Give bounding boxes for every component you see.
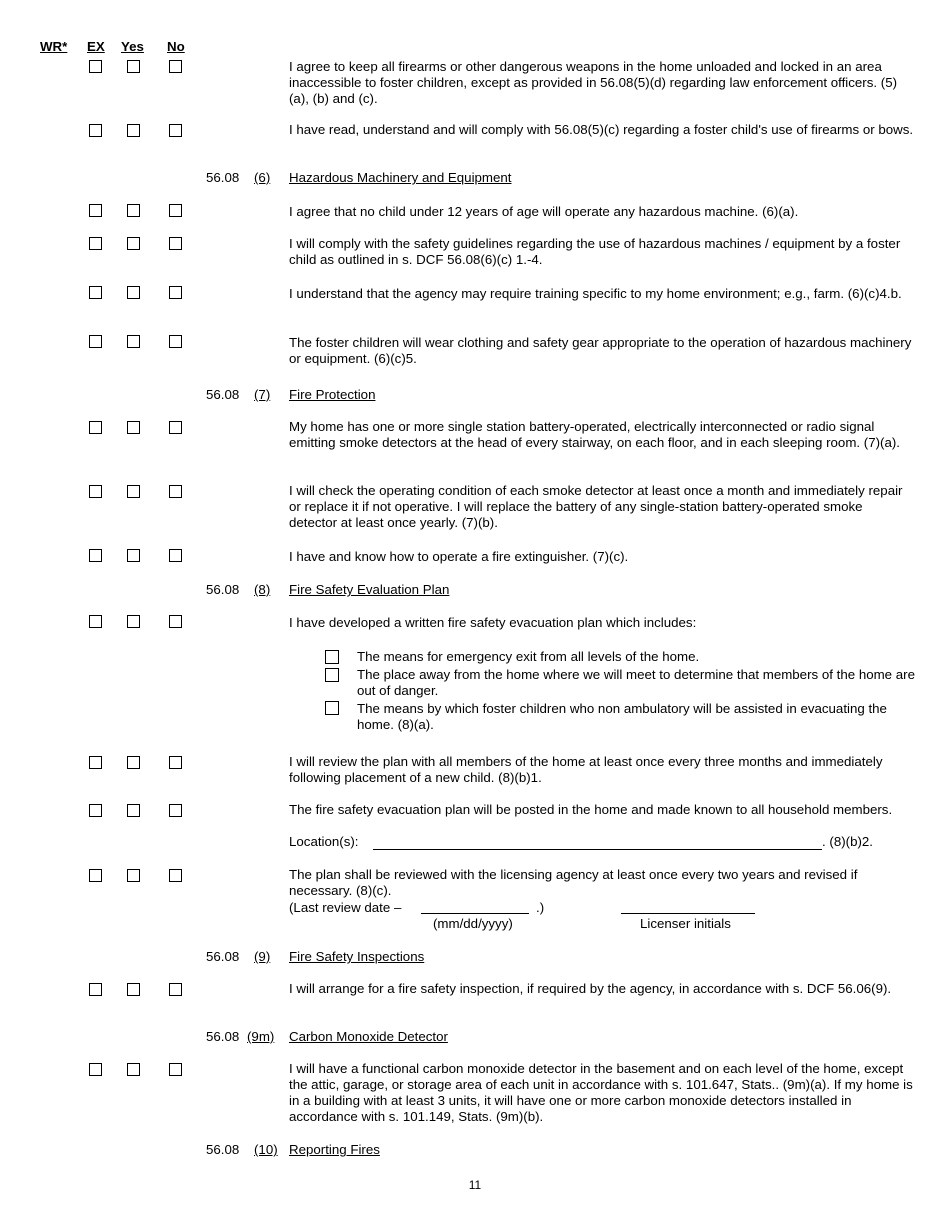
no-checkbox[interactable] [169, 286, 182, 299]
location-input-line[interactable] [373, 849, 822, 850]
no-checkbox[interactable] [169, 60, 182, 73]
section-title: Fire Safety Evaluation Plan [289, 582, 450, 597]
item-text: I agree that no child under 12 years of age will operate any hazardous machine. (6)(a). [289, 204, 799, 219]
item-text: The plan shall be reviewed with the licensing agency at least once every two years and revised if necessary. (8)(c). [289, 867, 858, 898]
no-checkbox[interactable] [169, 869, 182, 882]
plan-item-text: The means by which foster children who non ambulatory will be assisted in evacuating the home. (8)(a). [357, 701, 887, 732]
ex-checkbox[interactable] [89, 286, 102, 299]
item-text: The fire safety evacuation plan will be posted in the home and made known to all household members. [289, 802, 893, 817]
section-title: Fire Protection [289, 387, 376, 402]
yes-checkbox[interactable] [127, 804, 140, 817]
plan-item-text: The place away from the home where we will meet to determine that members of the home are out of danger. [357, 667, 915, 698]
yes-checkbox[interactable] [127, 983, 140, 996]
item-text: I will comply with the safety guidelines regarding the use of hazardous machines / equipment by a foster child as outlined in s. DCF 56.08(6)(c) 1.-4. [289, 236, 901, 267]
section-title: Reporting Fires [289, 1142, 380, 1157]
review-close: .) [536, 900, 545, 915]
section-title: Carbon Monoxide Detector [289, 1029, 448, 1044]
yes-checkbox[interactable] [127, 869, 140, 882]
yes-checkbox[interactable] [127, 615, 140, 628]
item-text: I have read, understand and will comply with 56.08(5)(c) regarding a foster child's use of firearms or bows. [289, 122, 914, 137]
item-text: I will have a functional carbon monoxide detector in the basement and on each level of the home, except the attic, garage, or storage area of each unit in accordance with s. 101.647, Stats.. (9m)(a). If my home is in a building with at least 3 units, it will have one or more carbon monoxide detectors installed in accordance with s. 101.149, Stats. (9m)(b). [289, 1061, 913, 1124]
ex-checkbox[interactable] [89, 124, 102, 137]
plan-item-text: The means for emergency exit from all levels of the home. [357, 649, 700, 664]
item-text: I agree to keep all firearms or other dangerous weapons in the home unloaded and locked in an area inaccessible to foster children, except as provided in 56.08(5)(d) regarding law enforcement officers. (5)(a), (b) and (c). [289, 59, 898, 106]
yes-checkbox[interactable] [127, 549, 140, 562]
review-date-line[interactable] [421, 913, 529, 914]
ex-checkbox[interactable] [89, 204, 102, 217]
yes-checkbox[interactable] [127, 335, 140, 348]
section-subnumber: (8) [254, 582, 271, 597]
header-ex: EX [87, 39, 105, 54]
section-subnumber: (9) [254, 949, 271, 964]
item-text: My home has one or more single station battery-operated, electrically interconnected or radio signal emitting smoke detectors at the head of every stairway, on each floor, and in each sleeping room. (7)(a). [289, 419, 900, 450]
licenser-caption: Licenser initials [640, 916, 731, 931]
section-title: Hazardous Machinery and Equipment [289, 170, 512, 185]
yes-checkbox[interactable] [127, 60, 140, 73]
ex-checkbox[interactable] [89, 869, 102, 882]
no-checkbox[interactable] [169, 615, 182, 628]
no-checkbox[interactable] [169, 421, 182, 434]
yes-checkbox[interactable] [127, 204, 140, 217]
item-text: I will check the operating condition of each smoke detector at least once a month and immediately repair or replace it if not operative. I will replace the battery of any single-station battery-operated smoke detector at least once yearly. (7)(b). [289, 483, 903, 530]
header-yes: Yes [121, 39, 144, 54]
ex-checkbox[interactable] [89, 615, 102, 628]
date-caption: (mm/dd/yyyy) [433, 916, 513, 931]
yes-checkbox[interactable] [127, 124, 140, 137]
ex-checkbox[interactable] [89, 485, 102, 498]
yes-checkbox[interactable] [127, 421, 140, 434]
no-checkbox[interactable] [169, 124, 182, 137]
ex-checkbox[interactable] [89, 756, 102, 769]
no-checkbox[interactable] [169, 237, 182, 250]
page-number: 11 [468, 1178, 482, 1192]
plan-checkbox[interactable] [325, 650, 339, 664]
ex-checkbox[interactable] [89, 1063, 102, 1076]
item-text: I have developed a written fire safety evacuation plan which includes: [289, 615, 697, 630]
item-text: The foster children will wear clothing and safety gear appropriate to the operation of hazardous machinery or equipment. (6)(c)5. [289, 335, 912, 366]
ex-checkbox[interactable] [89, 335, 102, 348]
item-text: I have and know how to operate a fire extinguisher. (7)(c). [289, 549, 629, 564]
section-subnumber: (10) [254, 1142, 278, 1157]
section-number: 56.08 [206, 1029, 240, 1044]
yes-checkbox[interactable] [127, 1063, 140, 1076]
section-number: 56.08 [206, 387, 240, 402]
no-checkbox[interactable] [169, 549, 182, 562]
plan-checkbox[interactable] [325, 668, 339, 682]
location-ref: . (8)(b)2. [822, 834, 873, 849]
location-label: Location(s): [289, 834, 359, 849]
item-text: I will review the plan with all members of the home at least once every three months and immediately following placement of a new child. (8)(b)1. [289, 754, 883, 785]
section-title: Fire Safety Inspections [289, 949, 425, 964]
section-number: 56.08 [206, 170, 240, 185]
section-number: 56.08 [206, 1142, 240, 1157]
ex-checkbox[interactable] [89, 60, 102, 73]
section-number: 56.08 [206, 582, 240, 597]
yes-checkbox[interactable] [127, 756, 140, 769]
ex-checkbox[interactable] [89, 804, 102, 817]
yes-checkbox[interactable] [127, 237, 140, 250]
yes-checkbox[interactable] [127, 286, 140, 299]
plan-checkbox[interactable] [325, 701, 339, 715]
ex-checkbox[interactable] [89, 421, 102, 434]
ex-checkbox[interactable] [89, 983, 102, 996]
licenser-initials-line[interactable] [621, 913, 755, 914]
no-checkbox[interactable] [169, 756, 182, 769]
no-checkbox[interactable] [169, 1063, 182, 1076]
item-text: I understand that the agency may require training specific to my home environment; e.g., farm. (6)(c)4.b. [289, 286, 902, 301]
ex-checkbox[interactable] [89, 237, 102, 250]
no-checkbox[interactable] [169, 335, 182, 348]
item-text: I will arrange for a fire safety inspection, if required by the agency, in accordance with s. DCF 56.06(9). [289, 981, 892, 996]
section-subnumber: (6) [254, 170, 271, 185]
header-wr: WR* [40, 39, 68, 54]
section-subnumber: (9m) [247, 1029, 275, 1044]
no-checkbox[interactable] [169, 804, 182, 817]
ex-checkbox[interactable] [89, 549, 102, 562]
header-no: No [167, 39, 185, 54]
section-subnumber: (7) [254, 387, 271, 402]
review-label: (Last review date – [289, 900, 402, 915]
no-checkbox[interactable] [169, 983, 182, 996]
yes-checkbox[interactable] [127, 485, 140, 498]
no-checkbox[interactable] [169, 204, 182, 217]
section-number: 56.08 [206, 949, 240, 964]
no-checkbox[interactable] [169, 485, 182, 498]
